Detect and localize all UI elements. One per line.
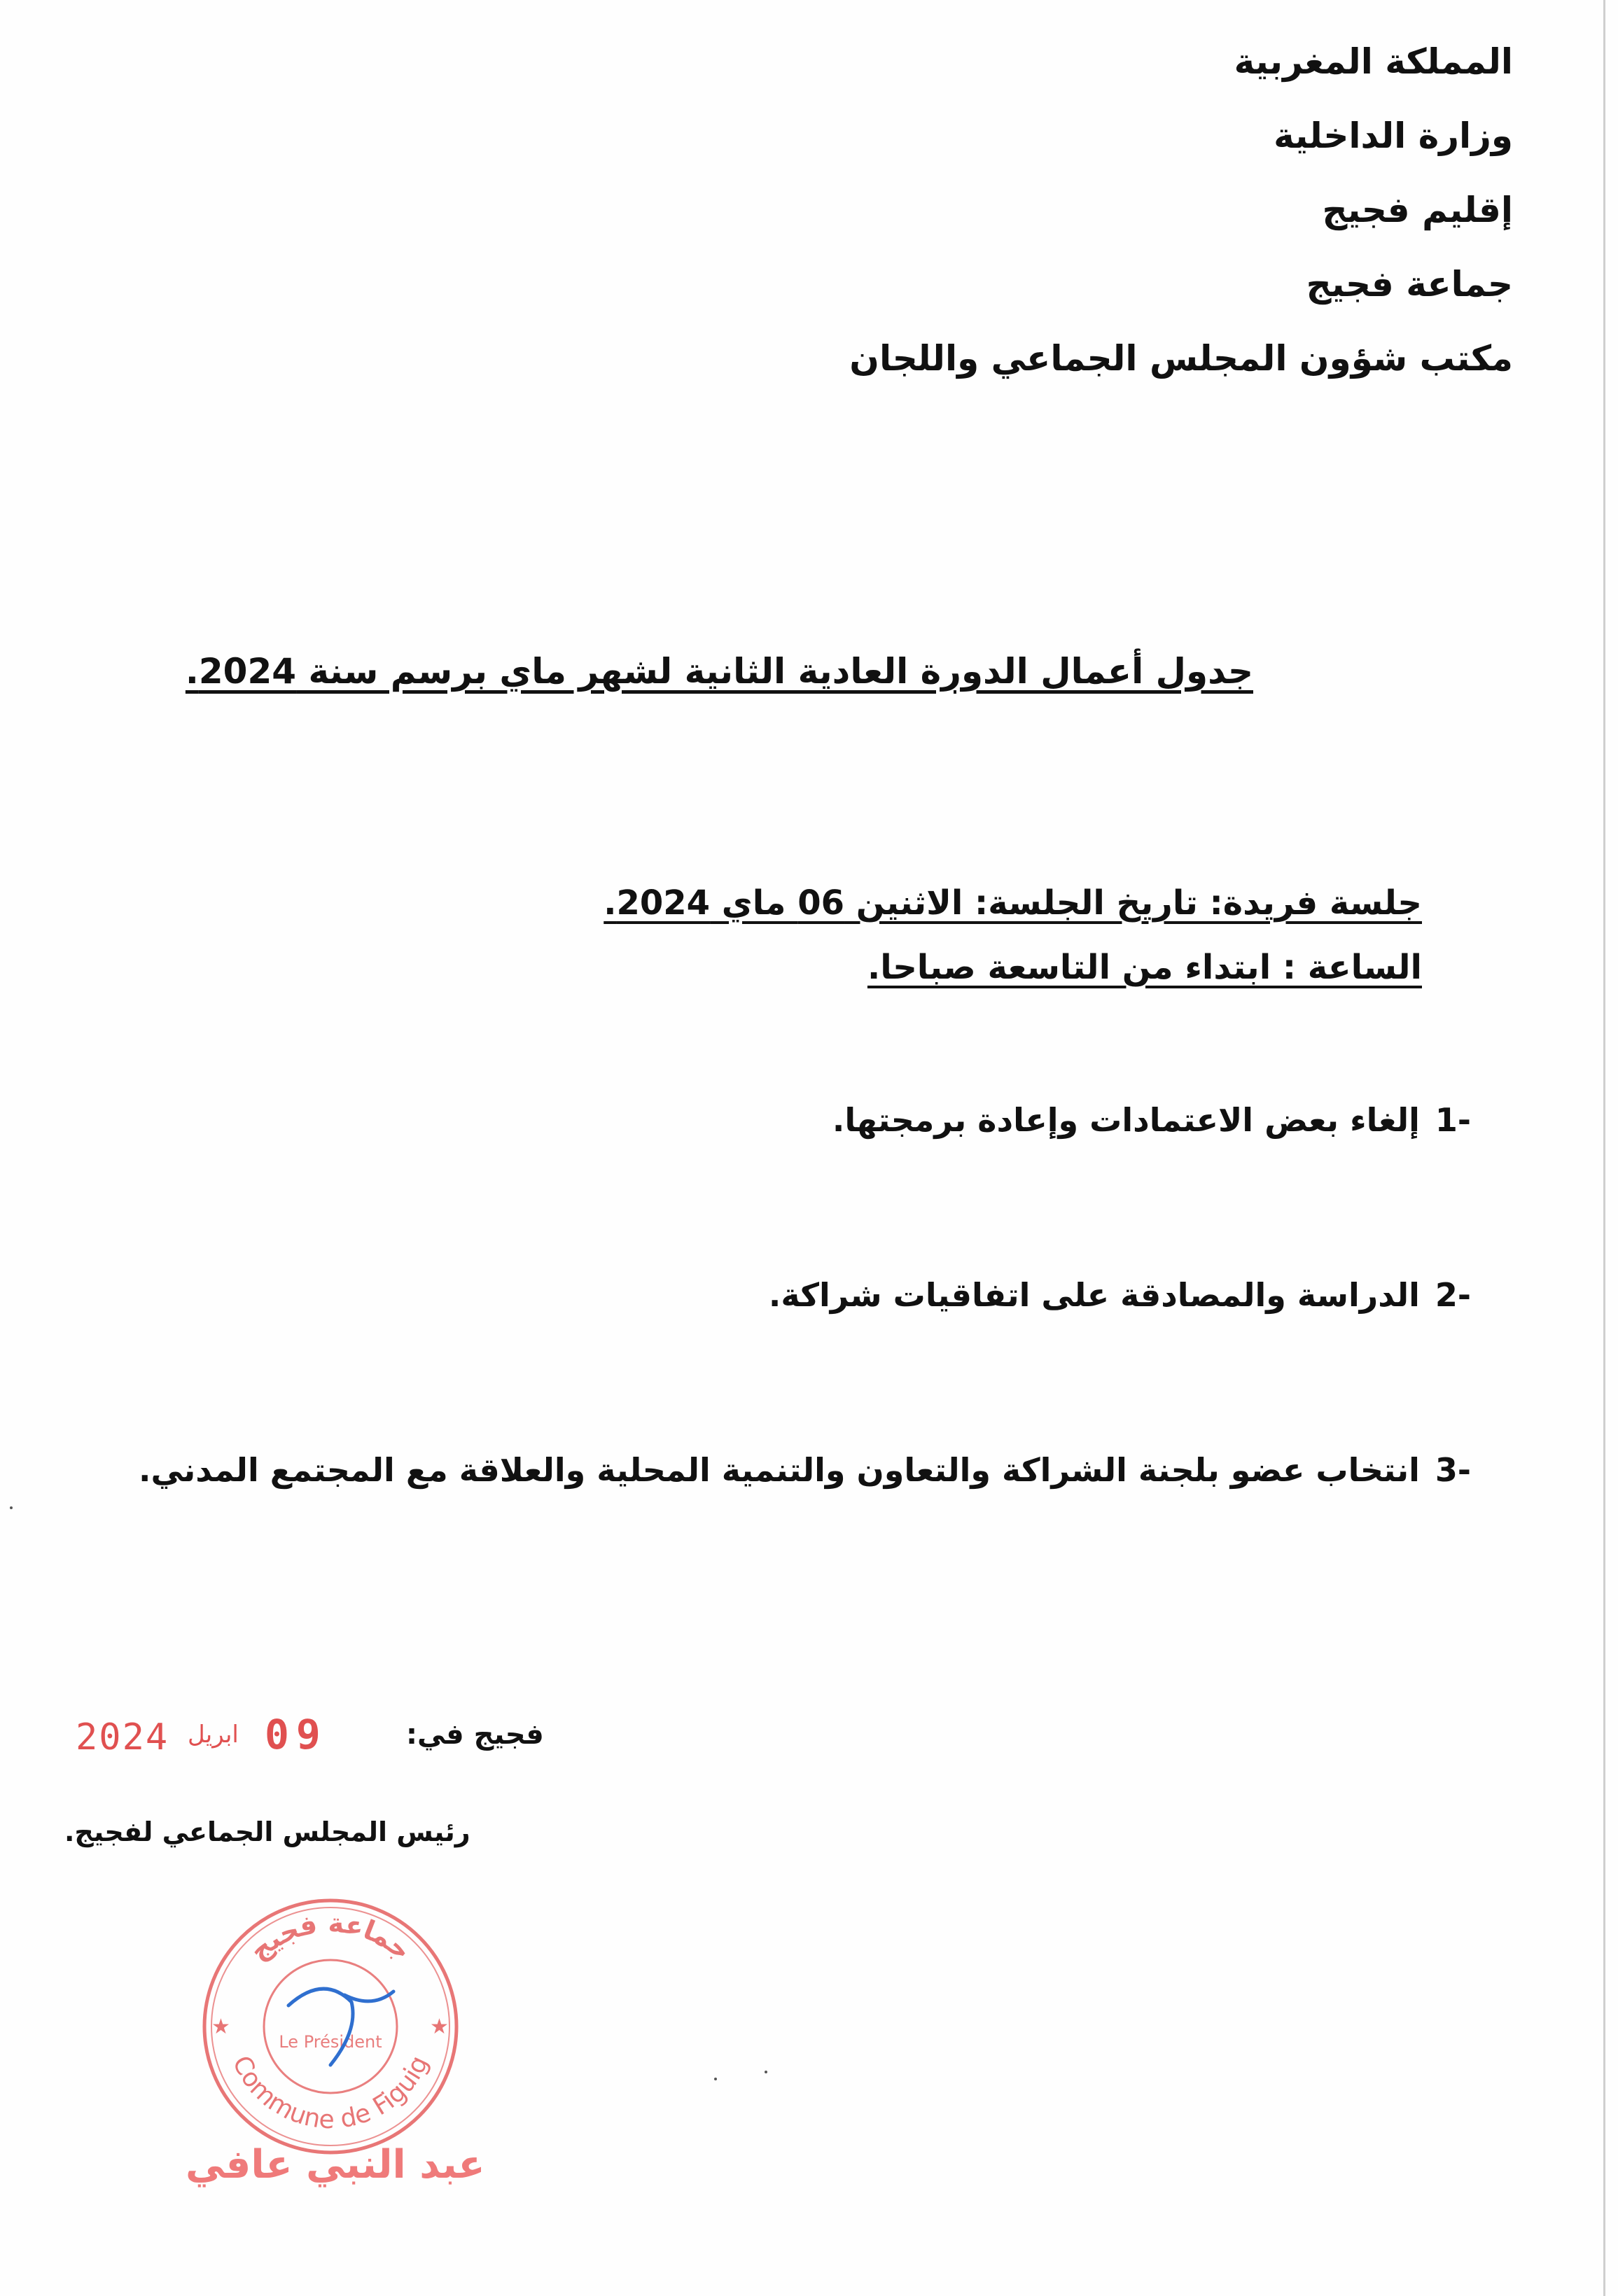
scan-edge-line <box>1603 0 1605 2296</box>
agenda-item <box>106 1449 1471 1491</box>
place-label: فجيج في: <box>406 1718 544 1751</box>
agenda-item <box>106 1274 1471 1316</box>
letterhead-commune: جماعة فجيج <box>1306 264 1513 304</box>
date-stamp <box>76 1707 349 1763</box>
session-info <box>372 882 1422 1011</box>
letterhead-office: مكتب شؤون المجلس الجماعي واللجان <box>849 338 1513 379</box>
scan-speck <box>765 2071 767 2073</box>
seal-inner-label: Le Président <box>279 2032 382 2052</box>
date-stamp-month: ابريل <box>188 1721 239 1749</box>
date-stamp-year: 2024 <box>76 1716 169 1758</box>
agenda-item-text: إلغاء بعض الاعتمادات وإعادة برمجتها. <box>832 1101 1420 1139</box>
signer-name: عبد النبي عافي <box>186 2142 485 2188</box>
agenda-item-number: -2 <box>1435 1276 1471 1314</box>
letterhead-kingdom: المملكة المغربية <box>1234 41 1513 82</box>
agenda-item-number: -3 <box>1435 1451 1471 1489</box>
svg-text:★: ★ <box>430 2015 449 2039</box>
session-time-line: الساعة : ابتداء من التاسعة صباحا. <box>867 948 1422 987</box>
session-date-line: جلسة فريدة: تاريخ الجلسة: الاثنين 06 ماي 2024. <box>604 883 1422 923</box>
svg-text:★: ★ <box>211 2015 230 2039</box>
agenda-item-text: الدراسة والمصادقة على اتفاقيات شراكة. <box>768 1276 1420 1314</box>
president-title: رئيس المجلس الجماعي لفجيج. <box>64 1816 470 1847</box>
scan-speck <box>714 2078 717 2080</box>
agenda-list <box>106 1099 1471 1624</box>
seal-french-text: Commune de Figuig <box>226 2051 435 2135</box>
scan-speck <box>10 1506 13 1509</box>
letterhead-province: إقليم فجيج <box>1322 190 1513 230</box>
seal-arabic-text: جماعة فجيج <box>244 1907 417 1967</box>
document-title: جدول أعمال الدورة العادية الثانية لشهر ماي برسم سنة 2024. <box>185 651 1253 692</box>
commune-seal-icon <box>183 1890 477 2163</box>
agenda-item-text: انتخاب عضو بلجنة الشراكة والتعاون والتنمية المحلية والعلاقة مع المجتمع المدني. <box>138 1451 1420 1489</box>
agenda-item <box>106 1099 1471 1141</box>
letterhead <box>743 42 1513 413</box>
letterhead-ministry: وزارة الداخلية <box>1274 115 1513 156</box>
agenda-item-number: -1 <box>1435 1101 1471 1139</box>
date-stamp-day: 09 <box>265 1711 328 1758</box>
